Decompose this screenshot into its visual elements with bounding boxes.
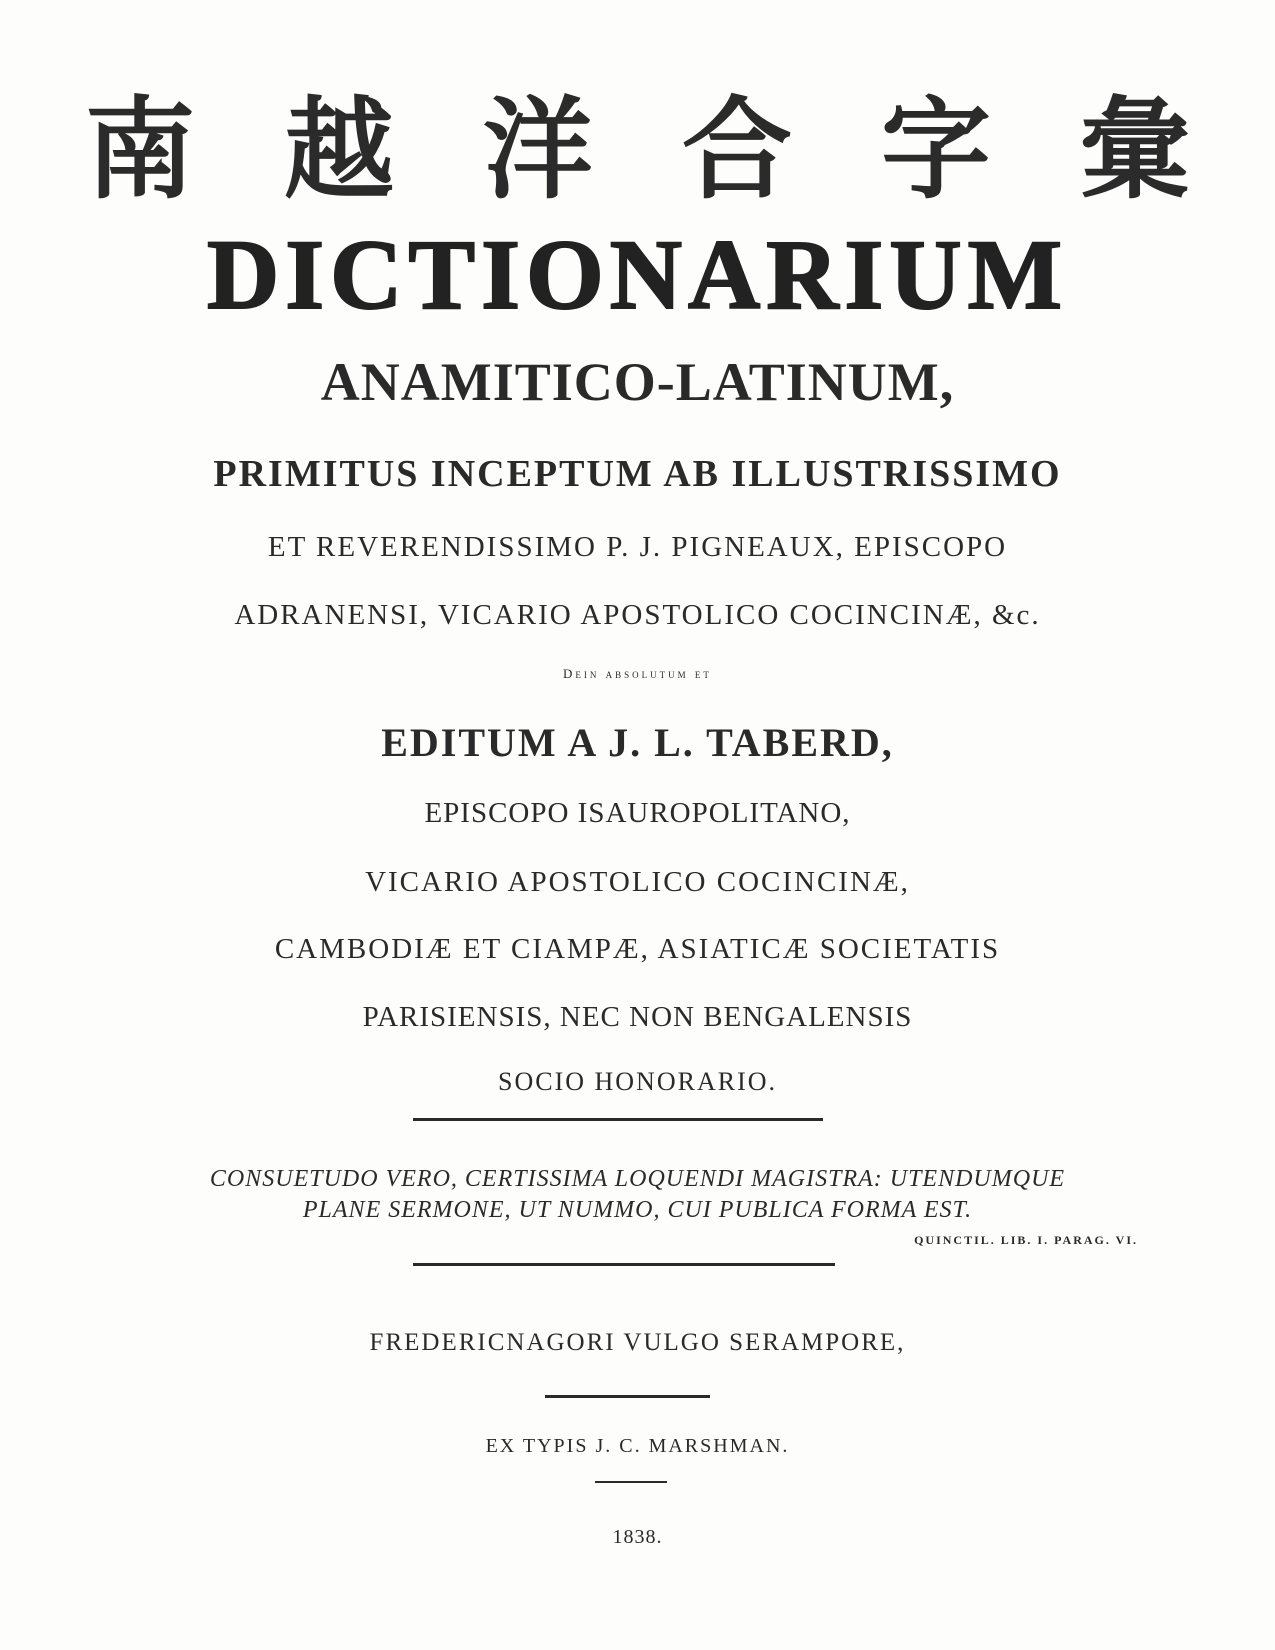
imprint-year: 1838.	[612, 1526, 663, 1548]
divider-rule	[545, 1395, 710, 1398]
line-parisiensis: PARISIENSIS, NEC NON BENGALENSIS	[362, 1001, 913, 1033]
chinese-char-5: 字	[881, 85, 991, 214]
line-cambodiae: CAMBODIÆ ET CIAMPÆ, ASIATICÆ SOCIETATIS	[274, 933, 1001, 965]
chinese-char-4: 合	[682, 85, 792, 214]
line-vicario: VICARIO APOSTOLICO COCINCINÆ,	[365, 866, 910, 898]
line-primitus: PRIMITUS INCEPTUM AB ILLUSTRISSIMO	[213, 453, 1062, 495]
epigraph-line-2: PLANE SERMONE, UT NUMMO, CUI PUBLICA FORMA EST.	[302, 1197, 973, 1223]
chinese-char-1: 南	[85, 85, 195, 214]
imprint-printer: EX TYPIS J. C. MARSHMAN.	[485, 1435, 790, 1457]
line-socio: SOCIO HONORARIO.	[497, 1067, 777, 1096]
imprint-place: FREDERICNAGORI VULGO SERAMPORE,	[369, 1329, 906, 1356]
divider-rule	[413, 1263, 835, 1266]
chinese-char-6: 彙	[1080, 85, 1190, 214]
divider-rule	[413, 1118, 823, 1121]
epigraph-source: QUINCTIL. LIB. I. PARAG. VI.	[914, 1233, 1138, 1247]
line-editum: EDITUM A J. L. TABERD,	[381, 720, 894, 765]
chinese-title	[75, 85, 1200, 215]
line-dein: Dein absolutum et	[563, 666, 712, 681]
main-title: DICTIONARIUM	[207, 219, 1068, 330]
line-reverendissimo: ET REVERENDISSIMO P. J. PIGNEAUX, EPISCOPO	[267, 531, 1008, 563]
epigraph-line-1: CONSUETUDO VERO, CERTISSIMA LOQUENDI MAGISTRA: UTENDUMQUE	[209, 1166, 1066, 1192]
chinese-char-2: 越	[284, 85, 394, 214]
divider-rule	[595, 1481, 667, 1483]
line-adranensi: ADRANENSI, VICARIO APOSTOLICO COCINCINÆ, &c.	[234, 599, 1041, 631]
subtitle: ANAMITICO-LATINUM,	[320, 352, 955, 412]
line-isauropolitano: EPISCOPO ISAUROPOLITANO,	[424, 797, 851, 829]
chinese-char-3: 洋	[483, 85, 593, 214]
